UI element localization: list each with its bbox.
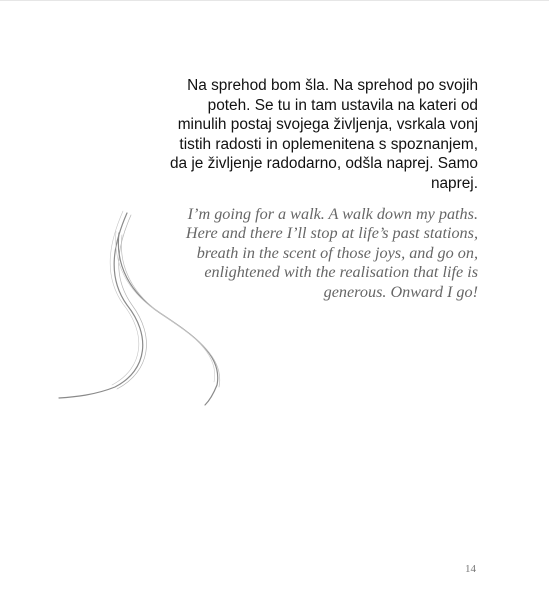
- page-number: 14: [465, 563, 476, 575]
- text-line: da je življenje radodarno, odšla naprej. Samo: [169, 155, 478, 173]
- text-line: naprej.: [430, 174, 478, 192]
- path-stroke: [110, 211, 139, 385]
- text-line: tistih radosti in oplemenitena s spoznanjem,: [179, 135, 478, 153]
- page-top-edge: [0, 0, 549, 1]
- text-line: Na sprehod bom šla. Na sprehod po svojih: [187, 77, 478, 94]
- text-line: breath in the scent of those joys, and go on,: [196, 243, 478, 262]
- english-paragraph: [150, 205, 478, 302]
- text-line: enlightened with the realisation that life is: [204, 263, 478, 282]
- text-line: Here and there I’ll stop at life’s past stations,: [185, 224, 478, 243]
- text-line: minulih postaj svojega življenja, vsrkala vonj: [177, 116, 478, 134]
- text-line: poteh. Se tu in tam ustavila na kateri od: [207, 96, 478, 114]
- text-line: generous. Onward I go!: [323, 282, 478, 301]
- text-line: I’m going for a walk. A walk down my paths.: [187, 205, 478, 223]
- slovene-paragraph: [150, 76, 478, 194]
